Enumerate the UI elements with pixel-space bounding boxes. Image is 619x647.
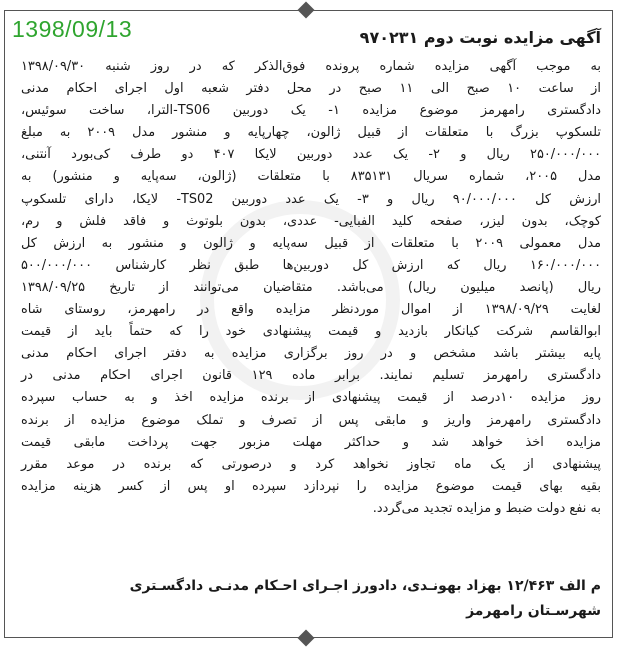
body-line: از ساعت ۱۰ صبح الی ۱۱ صبح در محل دفتر شعبه اول اجرای احکام مدنی — [21, 81, 601, 97]
notice-title: آگهی مزایده نوبت دوم ۹۷۰۲۳۱ — [359, 28, 601, 47]
body-line: مزایده اخذ خواهد شد و حداکثر مهلت مزبور جهت پرداخت مابقی قیمت — [21, 434, 601, 450]
body-line: دادگستری رامهرمز واریز و مابقی پس از تصرف و تملک موضوع مزایده از برنده — [21, 412, 601, 428]
body-line: پایه بیشتر باشد مشخص و در روز برگزاری مزایده به دفتر اجرای احکام مدنی — [21, 346, 601, 362]
body-line: به نفع دولت ضبط و مزایده تجدید می‌گردد. — [372, 500, 601, 516]
body-line: دادگستری رامهرمز موضوع مزایده ۱- یک دوربین TS06-الترا، ساخت سوئیس، — [21, 103, 601, 119]
body-line: دادگستری رامهرمز تسلیم نمایند. برابر ماده ۱۲۹ قانون اجرای احکام مدنی در — [21, 368, 602, 384]
signature-block — [21, 574, 601, 624]
signature-line: شهرسـتان رامهرمز — [466, 603, 601, 619]
body-line: بقیه بهای قیمت موضوع مزایده را نپردازد سپرده او پس از کسر هزینه مزایده — [21, 478, 601, 494]
signature-line: م الف ۱۲/۴۶۳ بهزاد بهونـدی، دادورز اجـرای احـکام مدنـی دادگسـتری — [129, 578, 601, 594]
body-line: کوچک، بدون لیزر، صفحه کلید الفبایی- عددی، بدون بلوتوث و فاقد فلش و رم، — [21, 213, 601, 229]
body-line: ارزش کل ۹۰/۰۰۰/۰۰۰ ریال و ۳- یک عدد دوربین TS02- لایکا، دارای تلسکوپ — [21, 191, 601, 207]
notice-body — [21, 56, 601, 520]
body-line: ۱۶۰/۰۰۰/۰۰۰ ریال که ارزش کل دوربین‌ها طبق نظر کارشناس ۵۰۰/۰۰۰/۰۰۰ — [21, 257, 601, 273]
publish-date: 1398/09/13 — [12, 16, 133, 42]
body-line: مدل ۲۰۰۵، شماره سریال ۸۳۵۱۳۱ با متعلقات (ژالون، سه‌پایه و منشور) به — [21, 169, 601, 185]
body-line: تلسکوپ بزرگ با متعلقات از قبیل ژالون، چهارپایه و منشور مدل ۲۰۰۹ به مبلغ — [21, 125, 602, 141]
body-line: به موجب آگهی مزایده شماره پرونده فوق‌الذکر که در روز شنبه ۱۳۹۸/۰۹/۳۰ — [21, 59, 601, 74]
body-line: ۲۵۰/۰۰۰/۰۰۰ ریال و ۲- یک عدد دوربین لایکا ۴۰۷ دو طرف کی‌بورد آنتنی، — [21, 147, 602, 163]
body-line: ابوالقاسم شرکت کیانکار بازدید و قیمت پیشنهادی خود را که حتماً باید از قیمت — [21, 324, 601, 340]
body-line: ریال (پانصد میلیون ریال) می‌باشد. متقاضیان می‌توانند از تاریخ ۱۳۹۸/۰۹/۲۵ — [21, 279, 601, 295]
body-line: پیشنهادی از یک ماه تجاوز نخواهد کرد و درصورتی که برنده در موعد مقرر — [21, 456, 601, 472]
body-line: مدل معمولی ۲۰۰۹ با متعلقات از قبیل سه‌پایه و ژالون و منشور به ارزش کل — [21, 235, 602, 251]
body-line: روز مزایده ۱۰درصد از قیمت پیشنهادی از برنده مزایده اخذ و به حساب سپرده — [21, 390, 601, 406]
body-line: لغایت ۱۳۹۸/۰۹/۲۹ از اموال موردنظر مزایده واقع در رامهرمز، روستای شاه — [21, 302, 601, 318]
